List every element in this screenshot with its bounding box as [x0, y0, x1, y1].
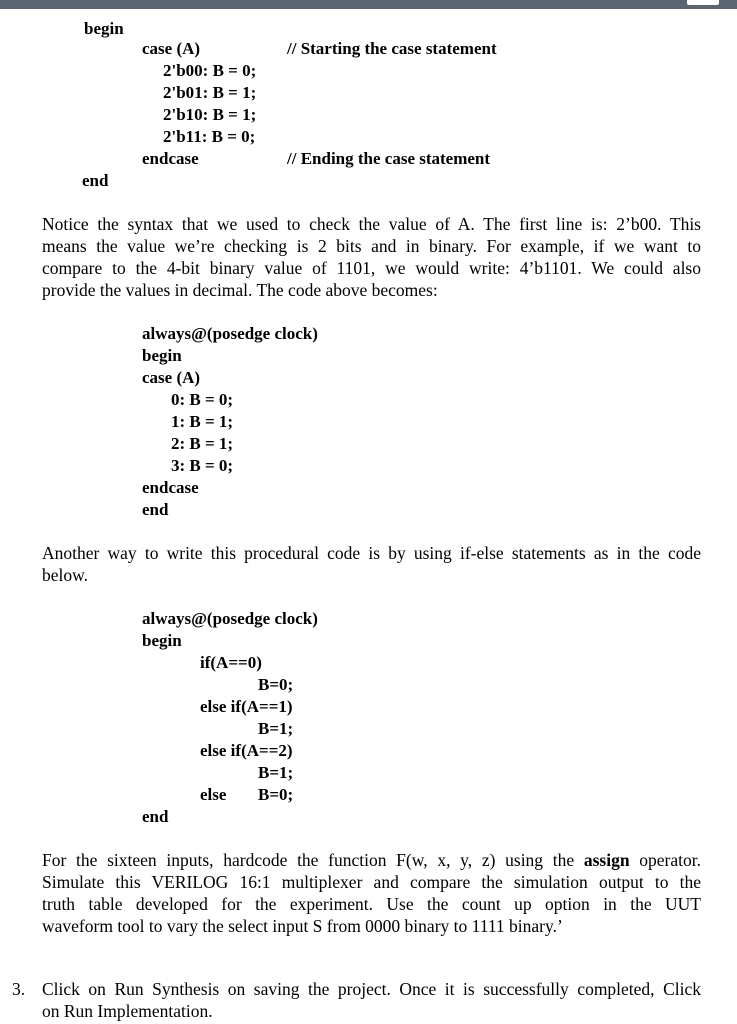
code-end: end [142, 807, 169, 826]
code-case-item: 2'b11: B = 0; [163, 127, 256, 146]
code-assignment: B=1; [258, 763, 294, 782]
code-comment: // Ending the case statement [287, 149, 491, 168]
paragraph-line: Click on Run Synthesis on saving the project. Once it is successfully completed, Click [42, 979, 701, 999]
code-begin: begin [84, 19, 124, 38]
code-begin: begin [142, 346, 182, 365]
paragraph-text: operator. [629, 850, 701, 870]
code-always: always@(posedge clock) [142, 324, 318, 343]
paragraph-line: compare to the 4-bit binary value of 1101, we would write: 4’b1101. We could also [42, 258, 701, 278]
code-always: always@(posedge clock) [142, 609, 318, 628]
code-end: end [82, 171, 109, 190]
code-else: else [200, 785, 227, 804]
code-else-if: else if(A==2) [200, 741, 293, 760]
step-text [42, 978, 701, 1022]
top-bar-button[interactable] [687, 0, 719, 5]
paragraph-1 [42, 213, 701, 301]
code-assignment: B=1; [258, 719, 294, 738]
code-case-item: 2'b01: B = 1; [163, 83, 257, 102]
code-end: end [142, 500, 169, 519]
paragraph-line: on Run Implementation. [42, 1001, 213, 1021]
paragraph-text: For the sixteen inputs, hardcode the function F(w, x, y, z) using the [42, 850, 584, 870]
code-case-item: 3: B = 0; [171, 456, 234, 475]
paragraph-line: means the value we’re checking is 2 bits and in binary. For example, if we want to [42, 236, 701, 256]
paragraph-line: waveform tool to vary the select input S from 0000 binary to 1111 binary.’ [42, 916, 563, 936]
code-case-item: 0: B = 0; [171, 390, 234, 409]
paragraph-2 [42, 542, 701, 586]
paragraph-line: provide the values in decimal. The code above becomes: [42, 280, 438, 300]
assign-keyword: assign [583, 850, 630, 870]
code-case-item: 1: B = 1; [171, 412, 234, 431]
code-case: case (A) [142, 39, 201, 58]
code-case-item: 2: B = 1; [171, 434, 234, 453]
code-case-item: 2'b00: B = 0; [163, 61, 257, 80]
paragraph-line: truth table developed for the experiment. Use the count up option in the UUT [42, 894, 701, 914]
paragraph-line: Simulate this VERILOG 16:1 multiplexer and compare the simulation output to the [42, 872, 701, 892]
code-comment: // Starting the case statement [287, 39, 497, 58]
paragraph-line [42, 849, 701, 871]
top-bar [0, 0, 737, 9]
code-begin: begin [142, 631, 182, 650]
code-else-if: else if(A==1) [200, 697, 293, 716]
code-assignment: B=0; [258, 785, 294, 804]
code-endcase: endcase [142, 149, 199, 168]
list-number: 3. [12, 979, 26, 999]
code-if: if(A==0) [200, 653, 262, 672]
code-assignment: B=0; [258, 675, 294, 694]
code-endcase: endcase [142, 478, 199, 497]
code-case: case (A) [142, 368, 201, 387]
paragraph-line: Notice the syntax that we used to check the value of A. The first line is: 2’b00. This [42, 214, 701, 234]
paragraph-3 [42, 849, 701, 937]
code-case-item: 2'b10: B = 1; [163, 105, 257, 124]
paragraph-line: below. [42, 565, 89, 585]
paragraph-line: Another way to write this procedural code is by using if-else statements as in the code [42, 543, 701, 563]
